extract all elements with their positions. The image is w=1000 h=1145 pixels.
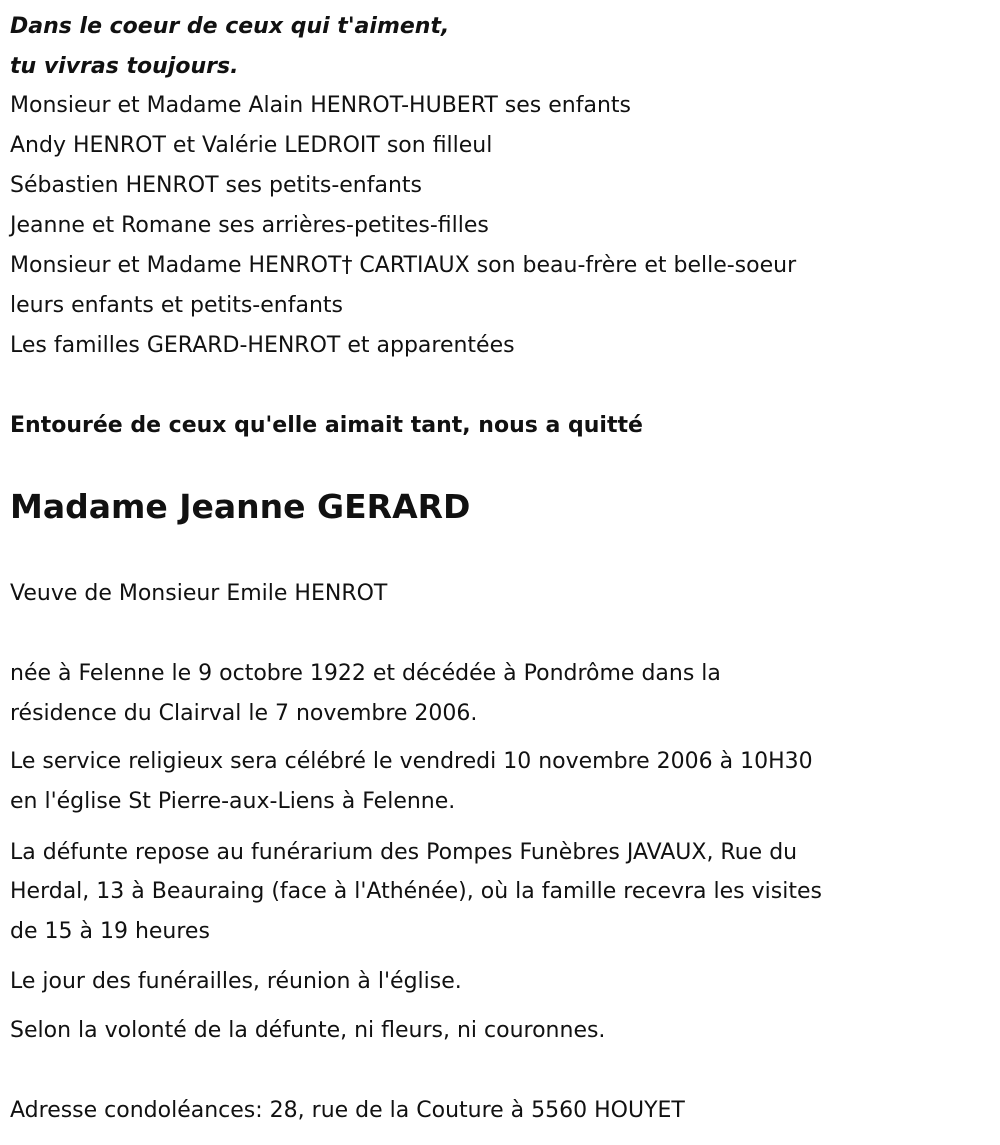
flowers-text: Selon la volonté de la défunte, ni fleurs, ni couronnes.: [10, 1018, 606, 1043]
family-line: Les familles GERARD-HENROT et apparentées: [10, 333, 515, 358]
service-text: Le service religieux sera célébré le vendredi 10 novembre 2006 à 10H30: [10, 749, 813, 774]
rest-text: Herdal, 13 à Beauraing (face à l'Athénée), où la famille recevra les visites: [10, 879, 822, 904]
service-text: en l'église St Pierre-aux-Liens à Felenne.: [10, 789, 456, 814]
epigraph-line: tu vivras toujours.: [10, 54, 239, 79]
rest-text: La défunte repose au funérarium des Pompes Funèbres JAVAUX, Rue du: [10, 840, 798, 865]
rest-text: de 15 à 19 heures: [10, 919, 210, 944]
deceased-name: Madame Jeanne GERARD: [10, 487, 471, 526]
birth-text: née à Felenne le 9 octobre 1922 et décédée à Pondrôme dans la: [10, 661, 721, 686]
intro-text: Entourée de ceux qu'elle aimait tant, nous a quitté: [10, 413, 643, 438]
meeting-text: Le jour des funérailles, réunion à l'église.: [10, 969, 462, 994]
birth-text: résidence du Clairval le 7 novembre 2006.: [10, 701, 478, 726]
widow-text: Veuve de Monsieur Emile HENROT: [10, 581, 388, 606]
family-line: Monsieur et Madame Alain HENROT-HUBERT ses enfants: [10, 93, 631, 118]
family-line: Jeanne et Romane ses arrières-petites-filles: [10, 213, 489, 238]
condolence-address: Adresse condoléances: 28, rue de la Couture à 5560 HOUYET: [10, 1098, 685, 1123]
family-line: Sébastien HENROT ses petits-enfants: [10, 173, 423, 198]
family-line: leurs enfants et petits-enfants: [10, 293, 343, 318]
family-line: Andy HENROT et Valérie LEDROIT son filleul: [10, 133, 493, 158]
family-line: Monsieur et Madame HENROT† CARTIAUX son beau-frère et belle-soeur: [10, 253, 797, 278]
epigraph-line: Dans le coeur de ceux qui t'aiment,: [10, 14, 450, 39]
